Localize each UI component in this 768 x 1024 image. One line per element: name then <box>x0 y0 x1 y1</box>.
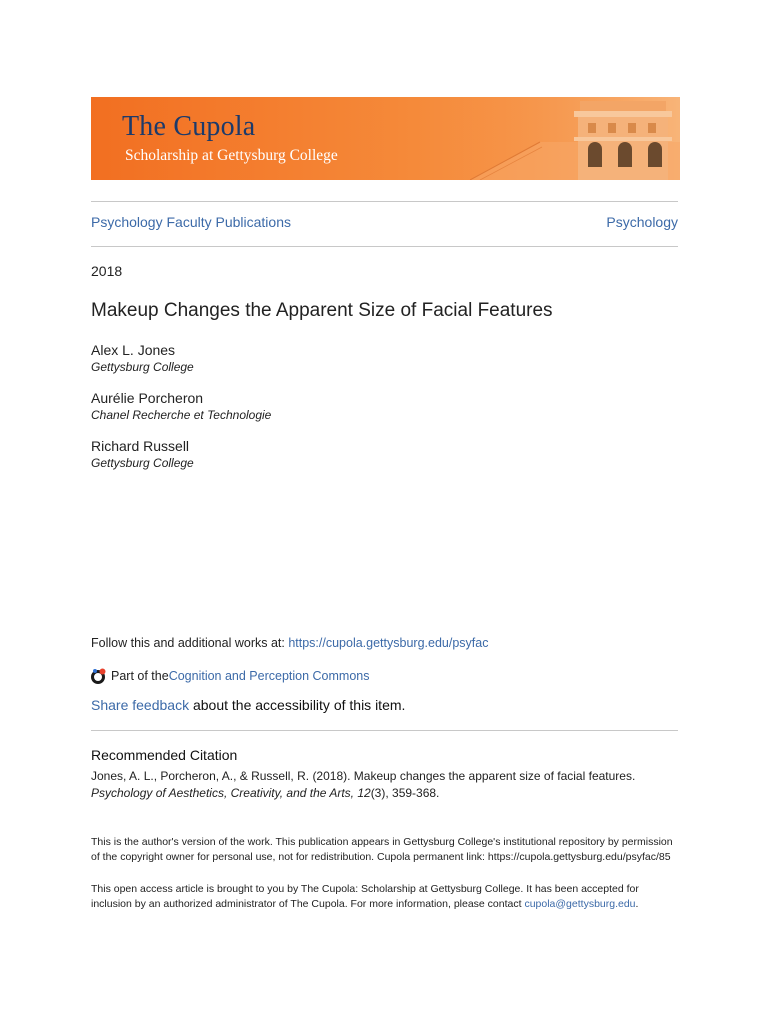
article-title: Makeup Changes the Apparent Size of Facial Features <box>91 300 553 321</box>
author-name: Aurélie Porcheron <box>91 390 204 406</box>
cupola-building-icon <box>470 97 680 180</box>
author-block <box>91 390 271 422</box>
feedback-line <box>91 697 405 713</box>
citation-journal: Psychology of Aesthetics, Creativity, and the Arts, 12 <box>91 786 371 800</box>
author-version-notice: This is the author's version of the work. This publication appears in Gettysburg College's institutional repository by permission of the copyright owner for personal use, not for redistribution. Cupola permanent link: https://cupola.gettysburg.edu/psyfac/85 <box>91 836 673 863</box>
author-block <box>91 342 194 374</box>
cupola-banner[interactable] <box>91 97 680 180</box>
follow-text: Follow this and additional works at: <box>91 636 289 650</box>
author-block <box>91 438 194 470</box>
feedback-text: about the accessibility of this item. <box>189 697 406 713</box>
part-of-text: Part of the <box>111 669 169 683</box>
part-of-line <box>91 668 370 684</box>
collection-link[interactable]: Psychology Faculty Publications <box>91 214 291 230</box>
author-affiliation: Gettysburg College <box>91 360 194 374</box>
author-affiliation: Chanel Recherche et Technologie <box>91 408 272 422</box>
author-name: Alex L. Jones <box>91 342 176 358</box>
publication-year: 2018 <box>91 263 123 279</box>
citation-line: Jones, A. L., Porcheron, A., & Russell, R. (2018). Makeup changes the apparent size of facial features. <box>91 769 636 783</box>
open-access-notice <box>91 882 681 911</box>
citation-body <box>91 768 681 802</box>
open-access-text: This open access article is brought to you by The Cupola: Scholarship at Gettysburg College. It has been accepted for inclusion by an authorized administrator of The Cupola. For more information, please contact <box>91 883 639 910</box>
author-affiliation: Gettysburg College <box>91 456 194 470</box>
citation-pages: (3), 359-368. <box>370 786 440 800</box>
network-commons-icon <box>91 668 107 684</box>
commons-link[interactable]: Cognition and Perception Commons <box>168 669 370 683</box>
citation-heading: Recommended Citation <box>91 747 238 763</box>
divider <box>91 730 678 731</box>
department-link[interactable]: Psychology <box>606 214 678 230</box>
notice-end: . <box>635 897 639 910</box>
share-feedback-link[interactable]: Share feedback <box>91 697 190 713</box>
follow-line <box>91 636 488 650</box>
banner-title: The Cupola <box>122 111 256 142</box>
divider <box>91 201 678 202</box>
banner-subtitle: Scholarship at Gettysburg College <box>125 147 338 164</box>
divider <box>91 246 678 247</box>
collection-url-link[interactable]: https://cupola.gettysburg.edu/psyfac <box>288 636 489 650</box>
contact-email-link[interactable]: cupola@gettysburg.edu <box>524 897 636 910</box>
author-name: Richard Russell <box>91 438 190 454</box>
